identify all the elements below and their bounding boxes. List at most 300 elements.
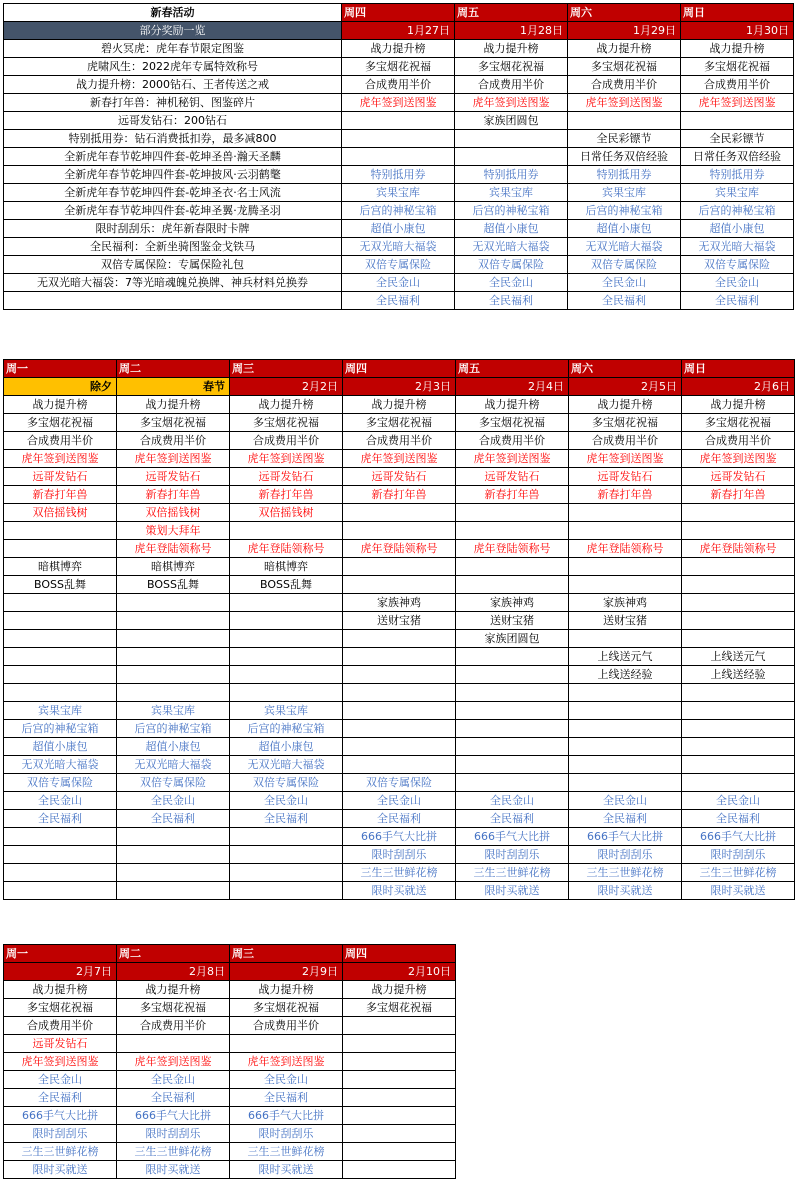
activity-cell	[343, 666, 456, 684]
activity-cell: 远哥发钻石	[230, 468, 343, 486]
activity-cell: 多宝烟花祝福	[456, 414, 569, 432]
weekday-label: 周一	[4, 360, 117, 378]
table-row	[4, 202, 794, 220]
table-row	[4, 827, 795, 845]
activity-cell	[343, 1053, 456, 1071]
activity-cell	[569, 684, 682, 702]
activity-cell: 远哥发钻石	[569, 468, 682, 486]
activity-cell: 宾果宝库	[117, 701, 230, 719]
reward-description: 远哥发钻石：200钻石	[4, 112, 342, 130]
date-label: 2月9日	[230, 963, 343, 981]
weekday-label: 周日	[681, 4, 794, 22]
activity-cell: 战力提升榜	[681, 40, 794, 58]
reward-description: 全新虎年春节乾坤四件套-乾坤披风·云羽鹤氅	[4, 166, 342, 184]
activity-cell	[456, 773, 569, 791]
activity-cell	[682, 755, 795, 773]
activity-cell: 限时买就送	[682, 881, 795, 899]
table-row	[4, 576, 795, 594]
activity-cell: 无双光暗大福袋	[342, 238, 455, 256]
activity-cell: 暗棋博弈	[230, 558, 343, 576]
activity-cell	[343, 1161, 456, 1179]
activity-cell: 宾果宝库	[4, 701, 117, 719]
activity-cell: 三生三世鲜花榜	[4, 1143, 117, 1161]
weekday-label: 周五	[455, 4, 568, 22]
activity-cell	[456, 504, 569, 522]
activity-cell: 战力提升榜	[343, 396, 456, 414]
activity-cell: 虎年签到送图鉴	[343, 450, 456, 468]
activity-cell	[343, 684, 456, 702]
activity-cell: 战力提升榜	[230, 981, 343, 999]
activity-cell	[117, 612, 230, 630]
activity-cell	[682, 522, 795, 540]
activity-cell: 家族团圆包	[456, 630, 569, 648]
activity-cell	[4, 684, 117, 702]
activity-cell: 日常任务双倍经验	[681, 148, 794, 166]
table-row	[4, 1143, 456, 1161]
activity-cell: 新春打年兽	[117, 486, 230, 504]
activity-cell	[343, 1125, 456, 1143]
activity-cell	[456, 558, 569, 576]
reward-description: 全新虎年春节乾坤四件套-乾坤圣兽·瀚天圣麟	[4, 148, 342, 166]
activity-cell: 全民福利	[343, 809, 456, 827]
reward-description: 新春打年兽：神机秘钥、图鉴碎片	[4, 94, 342, 112]
activity-cell: 全民福利	[342, 292, 455, 310]
table-row	[4, 522, 795, 540]
activity-cell: 三生三世鲜花榜	[343, 863, 456, 881]
activity-cell	[343, 648, 456, 666]
activity-cell: 送财宝猪	[343, 612, 456, 630]
activity-cell: 全民金山	[343, 791, 456, 809]
activity-cell: 全民金山	[230, 1071, 343, 1089]
table-row	[4, 256, 794, 274]
activity-cell: 远哥发钻石	[456, 468, 569, 486]
activity-cell: 限时买就送	[343, 881, 456, 899]
activity-cell: 双倍专属保险	[681, 256, 794, 274]
activity-cell: 后宫的神秘宝箱	[342, 202, 455, 220]
activity-cell	[569, 558, 682, 576]
activity-cell	[569, 737, 682, 755]
table-row	[4, 166, 794, 184]
activity-cell: 宾果宝库	[455, 184, 568, 202]
activity-cell: 限时买就送	[456, 881, 569, 899]
activity-cell	[230, 863, 343, 881]
activity-cell	[343, 630, 456, 648]
activity-cell: 超值小康包	[117, 737, 230, 755]
table-row	[4, 701, 795, 719]
table-row	[4, 486, 795, 504]
activity-cell	[117, 845, 230, 863]
activity-cell: 限时刮刮乐	[569, 845, 682, 863]
activity-cell: 双倍专属保险	[455, 256, 568, 274]
activity-cell: 虎年登陆领称号	[117, 540, 230, 558]
section-title: 新春活动	[4, 4, 342, 22]
activity-cell: 限时刮刮乐	[230, 1125, 343, 1143]
activity-cell: 双倍摇钱树	[230, 504, 343, 522]
table-row	[4, 1161, 456, 1179]
activity-cell	[343, 1071, 456, 1089]
activity-cell: 虎年签到送图鉴	[4, 450, 117, 468]
activity-cell: 虎年签到送图鉴	[230, 1053, 343, 1071]
activity-cell: 多宝烟花祝福	[682, 414, 795, 432]
date-label: 春节	[117, 378, 230, 396]
table-row	[4, 737, 795, 755]
activity-cell	[343, 1107, 456, 1125]
activity-cell: 全民金山	[4, 1071, 117, 1089]
activity-cell: 上线送经验	[569, 666, 682, 684]
activity-cell	[230, 594, 343, 612]
rewards-table	[3, 3, 794, 310]
activity-cell	[343, 737, 456, 755]
table-row	[4, 220, 794, 238]
table-row	[4, 666, 795, 684]
activity-cell: 后宫的神秘宝箱	[681, 202, 794, 220]
activity-cell	[342, 148, 455, 166]
activity-cell: 日常任务双倍经验	[568, 148, 681, 166]
activity-cell: 多宝烟花祝福	[4, 999, 117, 1017]
activity-cell: 无双光暗大福袋	[117, 755, 230, 773]
activity-cell	[456, 701, 569, 719]
date-label: 2月5日	[569, 378, 682, 396]
activity-cell	[342, 130, 455, 148]
activity-cell: 全民金山	[455, 274, 568, 292]
date-label: 2月10日	[343, 963, 456, 981]
activity-cell	[4, 630, 117, 648]
table-row	[4, 540, 795, 558]
table-row	[4, 863, 795, 881]
table-row	[4, 1017, 456, 1035]
activity-cell: 合成费用半价	[4, 1017, 117, 1035]
table-row	[4, 450, 795, 468]
table-row	[4, 791, 795, 809]
activity-cell: 全民福利	[681, 292, 794, 310]
activity-cell: 全民福利	[455, 292, 568, 310]
activity-cell: 后宫的神秘宝箱	[568, 202, 681, 220]
table-row	[4, 594, 795, 612]
table-row	[4, 40, 794, 58]
activity-cell: 战力提升榜	[568, 40, 681, 58]
activity-cell: 全民金山	[456, 791, 569, 809]
activity-cell: 全民福利	[230, 1089, 343, 1107]
activity-cell: 家族神鸡	[456, 594, 569, 612]
activity-cell: 后宫的神秘宝箱	[4, 719, 117, 737]
activity-cell	[117, 684, 230, 702]
activity-cell: 限时刮刮乐	[456, 845, 569, 863]
activity-cell: 多宝烟花祝福	[4, 414, 117, 432]
activity-cell: 战力提升榜	[4, 396, 117, 414]
activity-cell: 虎年签到送图鉴	[117, 1053, 230, 1071]
activity-cell: 限时买就送	[230, 1161, 343, 1179]
activity-cell	[569, 630, 682, 648]
activity-cell: 合成费用半价	[230, 432, 343, 450]
activity-cell: 多宝烟花祝福	[117, 999, 230, 1017]
activity-cell: 双倍摇钱树	[117, 504, 230, 522]
activity-cell	[569, 755, 682, 773]
table-row	[4, 755, 795, 773]
activity-cell	[455, 130, 568, 148]
activity-cell: 无双光暗大福袋	[681, 238, 794, 256]
activity-cell: 战力提升榜	[4, 981, 117, 999]
activity-cell: 666手气大比拼	[117, 1107, 230, 1125]
activity-cell	[682, 719, 795, 737]
reward-description: 限时刮刮乐：虎年新春限时卡牌	[4, 220, 342, 238]
activity-cell: 虎年登陆领称号	[230, 540, 343, 558]
activity-cell: 新春打年兽	[230, 486, 343, 504]
date-label: 2月4日	[456, 378, 569, 396]
activity-cell	[456, 648, 569, 666]
activity-cell: 后宫的神秘宝箱	[117, 719, 230, 737]
activity-cell: 无双光暗大福袋	[230, 755, 343, 773]
activity-cell	[4, 540, 117, 558]
activity-cell	[682, 701, 795, 719]
activity-cell: 家族团圆包	[455, 112, 568, 130]
activity-cell	[4, 666, 117, 684]
activity-cell	[117, 827, 230, 845]
date-label: 1月27日	[342, 22, 455, 40]
activity-cell: 双倍专属保险	[568, 256, 681, 274]
activity-cell: 超值小康包	[455, 220, 568, 238]
activity-cell	[456, 666, 569, 684]
weekday-label: 周三	[230, 360, 343, 378]
activity-cell: 虎年登陆领称号	[569, 540, 682, 558]
activity-cell: 虎年签到送图鉴	[455, 94, 568, 112]
activity-cell: 后宫的神秘宝箱	[455, 202, 568, 220]
table-row	[4, 648, 795, 666]
weekday-label: 周四	[342, 4, 455, 22]
table-row	[4, 684, 795, 702]
activity-cell: 多宝烟花祝福	[117, 414, 230, 432]
table-row	[4, 396, 795, 414]
activity-cell: BOSS乱舞	[4, 576, 117, 594]
activity-cell: 战力提升榜	[343, 981, 456, 999]
activity-cell: 全民彩镖节	[568, 130, 681, 148]
header-row	[4, 945, 456, 963]
table-row	[4, 292, 794, 310]
activity-cell: 合成费用半价	[456, 432, 569, 450]
activity-cell	[456, 719, 569, 737]
table-row	[4, 558, 795, 576]
activity-cell: 策划大拜年	[117, 522, 230, 540]
activity-cell	[682, 504, 795, 522]
activity-cell: BOSS乱舞	[117, 576, 230, 594]
activity-cell: 666手气大比拼	[682, 827, 795, 845]
activity-cell: 全民金山	[681, 274, 794, 292]
activity-cell	[117, 881, 230, 899]
activity-cell	[230, 648, 343, 666]
activity-cell	[230, 522, 343, 540]
activity-cell	[117, 666, 230, 684]
week3-schedule-table	[3, 944, 456, 1179]
activity-cell: 远哥发钻石	[343, 468, 456, 486]
activity-cell: 全民福利	[117, 1089, 230, 1107]
table-row	[4, 112, 794, 130]
table-row	[4, 612, 795, 630]
activity-cell: 限时买就送	[4, 1161, 117, 1179]
activity-cell	[230, 881, 343, 899]
reward-description: 碧火冥虎：虎年春节限定图鉴	[4, 40, 342, 58]
activity-cell: 合成费用半价	[682, 432, 795, 450]
header-row	[4, 360, 795, 378]
activity-cell	[230, 612, 343, 630]
activity-cell: 虎年签到送图鉴	[117, 450, 230, 468]
weekday-label: 周六	[569, 360, 682, 378]
activity-cell	[343, 1143, 456, 1161]
table-row	[4, 845, 795, 863]
activity-cell: 全民金山	[569, 791, 682, 809]
activity-cell: 全民彩镖节	[681, 130, 794, 148]
activity-cell	[343, 1089, 456, 1107]
activity-cell: 无双光暗大福袋	[455, 238, 568, 256]
activity-cell: 特别抵用券	[681, 166, 794, 184]
activity-cell	[569, 701, 682, 719]
reward-description: 战力提升榜：2000钻石、王者传送之戒	[4, 76, 342, 94]
activity-cell: 新春打年兽	[682, 486, 795, 504]
activity-cell: 多宝烟花祝福	[342, 58, 455, 76]
activity-cell: 战力提升榜	[230, 396, 343, 414]
activity-cell: 宾果宝库	[568, 184, 681, 202]
activity-cell	[4, 881, 117, 899]
activity-cell: 多宝烟花祝福	[568, 58, 681, 76]
activity-cell: 无双光暗大福袋	[4, 755, 117, 773]
activity-cell: 双倍专属保险	[230, 773, 343, 791]
table-row	[4, 274, 794, 292]
activity-cell	[343, 755, 456, 773]
activity-cell: 666手气大比拼	[569, 827, 682, 845]
weekday-label: 周二	[117, 360, 230, 378]
table-row	[4, 148, 794, 166]
activity-cell: 虎年签到送图鉴	[342, 94, 455, 112]
activity-cell	[682, 558, 795, 576]
header-row	[4, 4, 794, 22]
activity-cell: 虎年签到送图鉴	[4, 1053, 117, 1071]
table-row	[4, 414, 795, 432]
date-label: 1月29日	[568, 22, 681, 40]
table-row	[4, 630, 795, 648]
activity-cell: 三生三世鲜花榜	[682, 863, 795, 881]
activity-cell: 虎年登陆领称号	[456, 540, 569, 558]
activity-cell: 无双光暗大福袋	[568, 238, 681, 256]
activity-cell	[343, 1017, 456, 1035]
date-label: 2月2日	[230, 378, 343, 396]
date-label: 1月28日	[455, 22, 568, 40]
reward-description: 全新虎年春节乾坤四件套-乾坤圣翼·龙腾圣羽	[4, 202, 342, 220]
activity-cell	[4, 827, 117, 845]
activity-cell	[4, 612, 117, 630]
activity-cell	[4, 845, 117, 863]
activity-cell: 三生三世鲜花榜	[456, 863, 569, 881]
table-row	[4, 184, 794, 202]
activity-cell: 战力提升榜	[455, 40, 568, 58]
activity-cell	[4, 648, 117, 666]
activity-cell: 全民金山	[4, 791, 117, 809]
activity-cell: 超值小康包	[568, 220, 681, 238]
activity-cell	[117, 1035, 230, 1053]
weekday-label: 周三	[230, 945, 343, 963]
table-row	[4, 1071, 456, 1089]
weekday-label: 周五	[456, 360, 569, 378]
activity-cell: BOSS乱舞	[230, 576, 343, 594]
date-row	[4, 22, 794, 40]
activity-cell: 虎年签到送图鉴	[682, 450, 795, 468]
activity-cell: 全民福利	[4, 1089, 117, 1107]
date-row	[4, 378, 795, 396]
activity-cell	[117, 648, 230, 666]
activity-cell	[456, 737, 569, 755]
activity-cell	[343, 558, 456, 576]
activity-cell: 新春打年兽	[4, 486, 117, 504]
activity-cell	[456, 684, 569, 702]
activity-cell: 宾果宝库	[230, 701, 343, 719]
activity-cell: 超值小康包	[681, 220, 794, 238]
activity-cell	[343, 504, 456, 522]
activity-cell	[342, 112, 455, 130]
activity-cell	[682, 737, 795, 755]
activity-cell	[682, 684, 795, 702]
activity-cell: 双倍摇钱树	[4, 504, 117, 522]
activity-cell	[4, 594, 117, 612]
date-label: 2月6日	[682, 378, 795, 396]
activity-cell: 全民金山	[682, 791, 795, 809]
activity-cell	[456, 755, 569, 773]
activity-cell: 合成费用半价	[569, 432, 682, 450]
activity-cell	[569, 504, 682, 522]
activity-cell	[230, 666, 343, 684]
activity-cell	[456, 576, 569, 594]
table-row	[4, 238, 794, 256]
activity-cell: 特别抵用券	[455, 166, 568, 184]
table-row	[4, 76, 794, 94]
activity-cell: 三生三世鲜花榜	[117, 1143, 230, 1161]
activity-cell: 战力提升榜	[342, 40, 455, 58]
week2-schedule-table	[3, 359, 795, 900]
activity-cell: 虎年签到送图鉴	[230, 450, 343, 468]
activity-cell: 新春打年兽	[456, 486, 569, 504]
activity-cell: 超值小康包	[4, 737, 117, 755]
activity-cell: 暗棋博弈	[4, 558, 117, 576]
activity-cell: 远哥发钻石	[4, 1035, 117, 1053]
activity-cell: 上线送经验	[682, 666, 795, 684]
activity-cell: 限时刮刮乐	[343, 845, 456, 863]
activity-cell: 666手气大比拼	[4, 1107, 117, 1125]
activity-cell	[456, 522, 569, 540]
table-row	[4, 809, 795, 827]
activity-cell: 全民金山	[230, 791, 343, 809]
section-subtitle: 部分奖励一览	[4, 22, 342, 40]
reward-description: 特别抵用券：钻石消费抵扣券，最多减800	[4, 130, 342, 148]
table-row	[4, 981, 456, 999]
table-row	[4, 1107, 456, 1125]
activity-cell: 合成费用半价	[117, 1017, 230, 1035]
table-row	[4, 58, 794, 76]
activity-cell: 合成费用半价	[455, 76, 568, 94]
activity-cell: 家族神鸡	[569, 594, 682, 612]
activity-cell: 合成费用半价	[568, 76, 681, 94]
activity-cell	[343, 576, 456, 594]
activity-cell	[682, 612, 795, 630]
table-row	[4, 1089, 456, 1107]
activity-cell	[568, 112, 681, 130]
activity-cell: 双倍专属保险	[4, 773, 117, 791]
activity-cell: 上线送元气	[569, 648, 682, 666]
activity-cell: 全民福利	[456, 809, 569, 827]
activity-cell	[343, 1035, 456, 1053]
activity-cell	[681, 112, 794, 130]
weekday-label: 周日	[682, 360, 795, 378]
table-row	[4, 773, 795, 791]
activity-cell: 全民金山	[117, 791, 230, 809]
weekday-label: 周四	[343, 945, 456, 963]
activity-cell: 虎年登陆领称号	[682, 540, 795, 558]
activity-cell: 限时刮刮乐	[682, 845, 795, 863]
